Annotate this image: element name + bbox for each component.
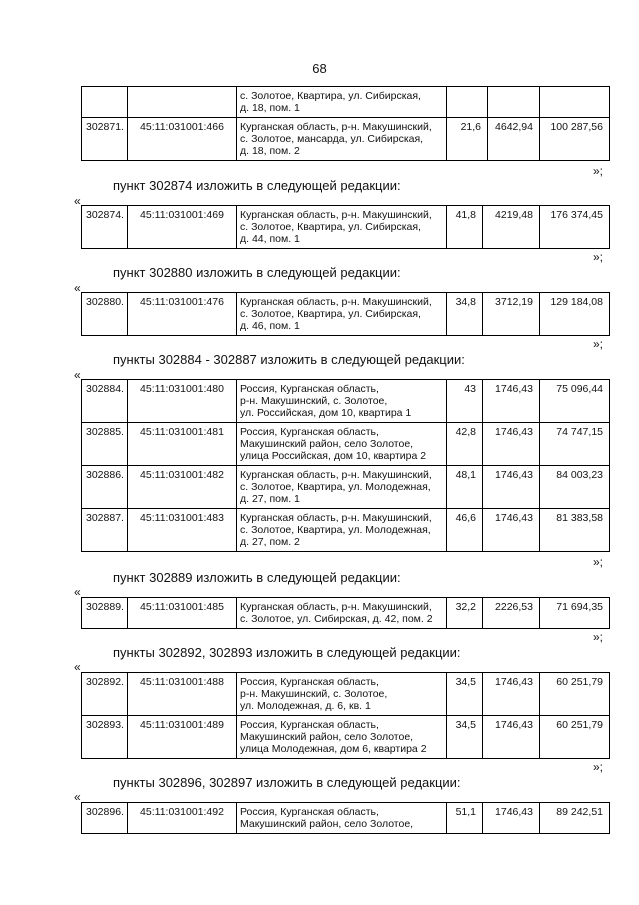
address-line: с. Золотое, Квартира, ул. Молодежная,	[240, 524, 431, 536]
address-cell	[237, 118, 447, 161]
address-line: ул. Российская, дом 10, квартира 1	[240, 407, 412, 419]
cadastral-number: 45:11:031001:485	[128, 598, 237, 629]
cadastral-number	[128, 87, 237, 118]
address-cell	[237, 673, 447, 716]
address-line: с. Золотое, мансарда, ул. Сибирская,	[240, 133, 424, 145]
cost-value: 176 374,45	[540, 206, 610, 249]
table-row	[82, 293, 610, 336]
item-number	[82, 87, 128, 118]
amendment-instruction: пункты 302892, 302893 изложить в следующей редакции:	[113, 645, 461, 660]
address-line: д. 18, пом. 1	[240, 102, 300, 114]
opening-quote: «	[74, 585, 81, 599]
item-number: 302893.	[82, 716, 128, 759]
address-line: Россия, Курганская область,	[240, 719, 379, 731]
item-number: 302874.	[82, 206, 128, 249]
address-line: д. 27, пом. 1	[240, 493, 300, 505]
cadastral-number: 45:11:031001:483	[128, 509, 237, 552]
area-value: 21,6	[447, 118, 488, 161]
rate-value: 1746,43	[483, 423, 540, 466]
address-line: д. 27, пом. 2	[240, 536, 300, 548]
area-value: 51,1	[447, 803, 483, 834]
address-line: с. Золотое, Квартира, ул. Молодежная,	[240, 481, 431, 493]
table-row	[82, 673, 610, 716]
cost-value: 84 003,23	[540, 466, 610, 509]
cost-value: 71 694,35	[540, 598, 610, 629]
area-value: 32,2	[447, 598, 483, 629]
cadastral-number: 45:11:031001:469	[128, 206, 237, 249]
opening-quote: «	[74, 368, 81, 382]
table-row	[82, 206, 610, 249]
address-line: р-н. Макушинский, с. Золотое,	[240, 688, 388, 700]
address-line: Курганская область, р-н. Макушинский,	[240, 601, 432, 613]
cost-value: 60 251,79	[540, 716, 610, 759]
area-value: 43	[447, 380, 483, 423]
address-line: Макушинский район, село Золотое,	[240, 818, 414, 830]
area-value: 41,8	[447, 206, 483, 249]
address-line: с. Золотое, Квартира, ул. Сибирская,	[240, 90, 421, 102]
area-value: 46,6	[447, 509, 483, 552]
rate-value: 1746,43	[483, 673, 540, 716]
item-number: 302896.	[82, 803, 128, 834]
address-line: ул. Молодежная, д. 6, кв. 1	[240, 700, 371, 712]
table-row	[82, 118, 610, 161]
cost-value: 60 251,79	[540, 673, 610, 716]
address-line: Курганская область, р-н. Макушинский,	[240, 209, 432, 221]
address-line: д. 44, пом. 1	[240, 233, 300, 245]
rate-value: 1746,43	[483, 380, 540, 423]
amendment-instruction: пункт 302889 изложить в следующей редакции:	[113, 570, 401, 585]
page-number: 68	[312, 61, 327, 76]
address-line: Россия, Курганская область,	[240, 426, 379, 438]
address-cell	[237, 803, 447, 834]
rate-value	[488, 87, 540, 118]
address-line: р-н. Макушинский, с. Золотое,	[240, 395, 388, 407]
item-number: 302880.	[82, 293, 128, 336]
area-value: 34,8	[447, 293, 483, 336]
table-row	[82, 423, 610, 466]
opening-quote: «	[74, 281, 81, 295]
address-line: Россия, Курганская область,	[240, 383, 379, 395]
address-cell	[237, 509, 447, 552]
cadastral-number: 45:11:031001:488	[128, 673, 237, 716]
rate-value: 1746,43	[483, 509, 540, 552]
opening-quote: «	[74, 194, 81, 208]
address-line: улица Российская, дом 10, квартира 2	[240, 450, 427, 462]
cost-value: 89 242,51	[540, 803, 610, 834]
closing-quote: »;	[593, 164, 604, 178]
cadastral-number: 45:11:031001:476	[128, 293, 237, 336]
address-line: Курганская область, р-н. Макушинский,	[240, 512, 432, 524]
address-line: Курганская область, р-н. Макушинский,	[240, 121, 432, 133]
amendment-instruction: пункты 302884 - 302887 изложить в следующей редакции:	[113, 352, 465, 367]
item-number: 302884.	[82, 380, 128, 423]
cost-value: 74 747,15	[540, 423, 610, 466]
amendment-instruction: пункт 302880 изложить в следующей редакции:	[113, 265, 401, 280]
area-value: 42,8	[447, 423, 483, 466]
registry-table	[81, 86, 610, 161]
address-line: с. Золотое, Квартира, ул. Сибирская,	[240, 308, 421, 320]
amendment-instruction: пункты 302896, 302897 изложить в следующей редакции:	[113, 775, 461, 790]
registry-table	[81, 292, 610, 336]
registry-table	[81, 205, 610, 249]
rate-value: 1746,43	[483, 716, 540, 759]
rate-value: 4219,48	[483, 206, 540, 249]
address-line: Макушинский район, село Золотое,	[240, 731, 414, 743]
address-line: с. Золотое, Квартира, ул. Сибирская,	[240, 221, 421, 233]
opening-quote: «	[74, 790, 81, 804]
cost-value: 81 383,58	[540, 509, 610, 552]
cost-value: 129 184,08	[540, 293, 610, 336]
item-number: 302889.	[82, 598, 128, 629]
table-row	[82, 466, 610, 509]
address-cell	[237, 87, 447, 118]
rate-value: 4642,94	[488, 118, 540, 161]
address-cell	[237, 380, 447, 423]
registry-table	[81, 597, 610, 629]
closing-quote: »;	[593, 555, 604, 569]
address-cell	[237, 466, 447, 509]
amendment-instruction: пункт 302874 изложить в следующей редакции:	[113, 178, 401, 193]
address-cell	[237, 206, 447, 249]
address-line: Курганская область, р-н. Макушинский,	[240, 469, 432, 481]
item-number: 302886.	[82, 466, 128, 509]
cost-value: 75 096,44	[540, 380, 610, 423]
area-value: 48,1	[447, 466, 483, 509]
closing-quote: »;	[593, 337, 604, 351]
rate-value: 1746,43	[483, 803, 540, 834]
item-number: 302871.	[82, 118, 128, 161]
closing-quote: »;	[593, 760, 604, 774]
table-row	[82, 598, 610, 629]
address-line: Макушинский район, село Золотое,	[240, 438, 414, 450]
address-line: д. 46, пом. 1	[240, 320, 300, 332]
area-value: 34,5	[447, 716, 483, 759]
cost-value	[540, 87, 610, 118]
address-line: Курганская область, р-н. Макушинский,	[240, 296, 432, 308]
table-row	[82, 716, 610, 759]
rate-value: 3712,19	[483, 293, 540, 336]
rate-value: 1746,43	[483, 466, 540, 509]
closing-quote: »;	[593, 630, 604, 644]
cadastral-number: 45:11:031001:482	[128, 466, 237, 509]
address-cell	[237, 598, 447, 629]
address-line: д. 18, пом. 2	[240, 145, 300, 157]
table-row	[82, 803, 610, 834]
cadastral-number: 45:11:031001:481	[128, 423, 237, 466]
registry-table	[81, 802, 610, 834]
item-number: 302887.	[82, 509, 128, 552]
address-line: Россия, Курганская область,	[240, 806, 379, 818]
address-line: Россия, Курганская область,	[240, 676, 379, 688]
cadastral-number: 45:11:031001:492	[128, 803, 237, 834]
address-line: с. Золотое, ул. Сибирская, д. 42, пом. 2	[240, 613, 433, 625]
address-cell	[237, 716, 447, 759]
opening-quote: «	[74, 660, 81, 674]
address-cell	[237, 293, 447, 336]
address-cell	[237, 423, 447, 466]
cost-value: 100 287,56	[540, 118, 610, 161]
cadastral-number: 45:11:031001:480	[128, 380, 237, 423]
closing-quote: »;	[593, 250, 604, 264]
table-row	[82, 380, 610, 423]
table-row	[82, 87, 610, 118]
cadastral-number: 45:11:031001:466	[128, 118, 237, 161]
rate-value: 2226,53	[483, 598, 540, 629]
registry-table	[81, 672, 610, 759]
address-line: улица Молодежная, дом 6, квартира 2	[240, 743, 427, 755]
cadastral-number: 45:11:031001:489	[128, 716, 237, 759]
registry-table	[81, 379, 610, 552]
table-row	[82, 509, 610, 552]
area-value	[447, 87, 488, 118]
area-value: 34,5	[447, 673, 483, 716]
item-number: 302885.	[82, 423, 128, 466]
item-number: 302892.	[82, 673, 128, 716]
